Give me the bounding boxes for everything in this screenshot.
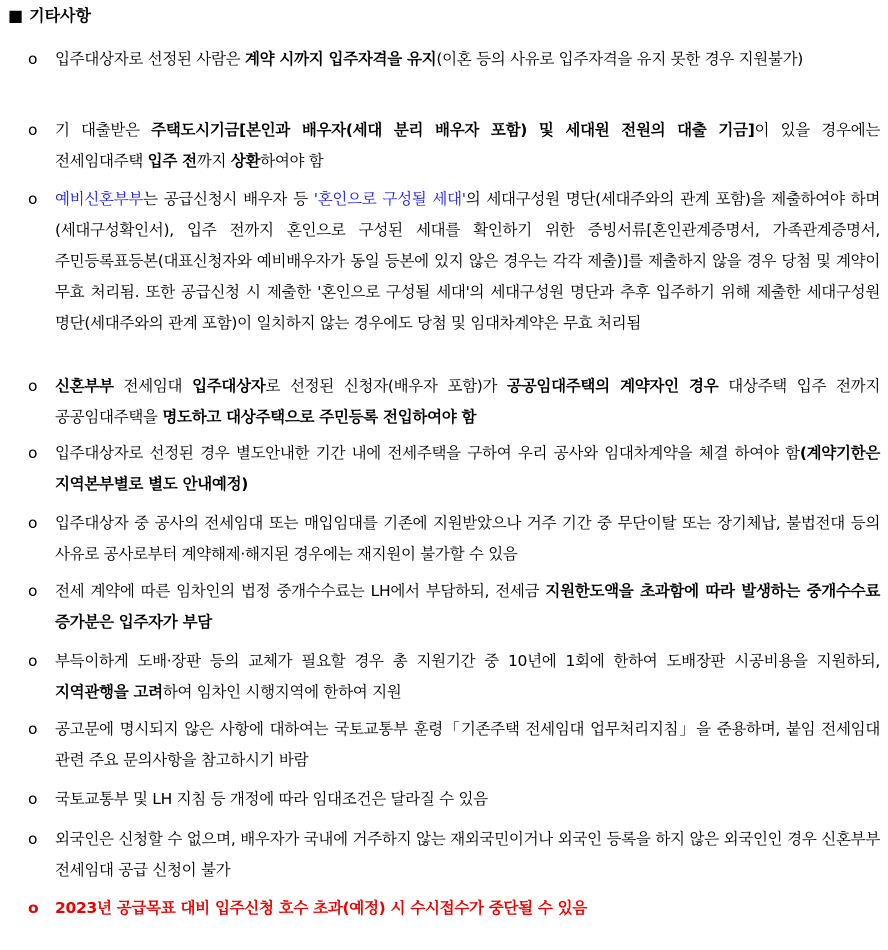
text-segment: 명도하고 대상주택으로 주민등록 전입하여야 함	[162, 408, 477, 426]
notice-item	[28, 438, 880, 500]
text-segment: 외국인은 신청할 수 없으며, 배우자가 국내에 거주하지 않는 재외국민이거나 외국인 등록을 하지 않은 외국인인 경우 신혼부부 전세임대 공급 신청이 불가	[55, 830, 880, 879]
bullet-icon: o	[28, 377, 38, 395]
notice-item-text	[55, 44, 880, 75]
text-segment: 하여야 함	[260, 152, 324, 170]
text-segment: 공공임대주택의 계약자인 경우	[507, 377, 719, 395]
notice-item	[28, 576, 880, 638]
text-segment: 공고문에 명시되지 않은 사항에 대하여는 국토교통부 훈령「기존주택 전세임대 업무처리지침」을 준용하며, 붙임 전세임대 관련 주요 문의사항을 참고하시기 바람	[55, 720, 880, 769]
bullet-icon: o	[28, 790, 38, 808]
text-segment: 전세 계약에 따른 임차인의 법정 중개수수료는 LH에서 부담하되, 전세금	[55, 582, 546, 600]
text-segment: 지역관행을 고려	[55, 683, 163, 701]
text-segment: 신혼부부	[55, 377, 114, 395]
text-segment: 입주 전	[147, 152, 197, 170]
text-segment: (계약기한은 지역본부별로 별도 안내예정)	[55, 444, 880, 493]
section-title	[8, 4, 91, 28]
notice-item-text	[55, 784, 880, 815]
notice-item	[28, 784, 880, 815]
section-title-text: 기타사항	[29, 6, 91, 25]
text-segment: 는 공급신청시 배우자 등	[143, 190, 314, 208]
bullet-icon: o	[28, 444, 38, 462]
notice-item-text	[55, 646, 880, 708]
text-segment: 지원한도액을 초과함에 따라 발생하는 중개수수료 증가분은 입주자가 부담	[55, 582, 880, 631]
bullet-icon: o	[28, 514, 38, 532]
notice-item-text	[55, 115, 880, 177]
notice-item-text	[55, 576, 880, 638]
notice-item	[28, 184, 880, 339]
bullet-icon: o	[28, 190, 38, 208]
text-segment: 주택도시기금[본인과 배우자(세대 분리 배우자 포함) 및 세대원 전원의 대출 기금]	[151, 121, 755, 139]
notice-item	[28, 824, 880, 886]
notice-item-text	[55, 371, 880, 433]
text-segment: 까지	[196, 152, 231, 170]
notice-item	[28, 44, 880, 75]
text-segment: 입주대상자	[192, 377, 266, 395]
notice-item-text	[55, 824, 880, 886]
text-segment: 의 세대구성원 명단(세대주와의 관계 포함)을 제출하여야 하며(세대구성확인서), 입주 전까지 혼인으로 구성된 세대를 확인하기 위한 증빙서류[혼인관계증명서, 가족관계증명서, 주민등록표등본(대표신청자와 예비배우자가 동일 등본에 있지 않은 경우는 각각 제출)]를 제출하지 않을 경우 당첨 및 계약이 무효 처리됨. 또한 공급신청 시 제출한 '혼인으로 구성될 세대'의 세대구성원 명단과 추후 입주하기 위해 제출한 세대구성원 명단(세대주와의 관계 포함)이 일치하지 않는 경우에도 당첨 및 임대차계약은 무효 처리됨	[55, 190, 880, 332]
text-segment: 부득이하게 도배·장판 등의 교체가 필요할 경우 총 지원기간 중 10년에 1회에 한하여 도배장판 시공비용을 지원하되,	[55, 652, 880, 670]
square-bullet-icon: ■	[8, 6, 24, 25]
notice-item-text	[55, 714, 880, 776]
text-segment: 기 대출받은	[55, 121, 152, 139]
text-segment: 국토교통부 및 LH 지침 등 개정에 따라 임대조건은 달라질 수 있음	[55, 790, 488, 808]
notice-item	[28, 371, 880, 433]
text-segment: '혼인으로 구성될 세대'	[313, 190, 466, 208]
notice-item-text	[55, 184, 880, 339]
text-segment: 2023년 공급목표 대비 입주신청 호수 초과(예정) 시 수시접수가 중단될 수 있음	[55, 899, 587, 917]
bullet-icon: o	[28, 50, 38, 68]
notice-item-text	[55, 438, 880, 500]
text-segment: 로 선정된 신청자(배우자 포함)가	[265, 377, 508, 395]
bullet-icon: o	[28, 830, 38, 848]
notice-item	[28, 714, 880, 776]
text-segment: 전세임대	[113, 377, 193, 395]
text-segment: 입주대상자 중 공사의 전세임대 또는 매입임대를 기존에 지원받았으나 거주 기간 중 무단이탈 또는 장기체납, 불법전대 등의 사유로 공사로부터 계약해제·해지된 경우에는 재지원이 불가할 수 있음	[55, 514, 880, 563]
text-segment: 상환	[230, 152, 261, 170]
notice-item	[28, 646, 880, 708]
bullet-icon: o	[28, 121, 38, 139]
notice-item-text	[55, 508, 880, 570]
notice-item	[28, 893, 880, 924]
text-segment: 계약 시까지 입주자격을 유지	[244, 50, 437, 68]
text-segment: 입주대상자로 선정된 사람은	[55, 50, 245, 68]
bullet-icon: o	[28, 720, 38, 738]
notice-item-text	[55, 893, 880, 924]
text-segment: 하여 임차인 시행지역에 한하여 지원	[162, 683, 402, 701]
text-segment: 예비신혼부부	[55, 190, 144, 208]
bullet-icon: o	[28, 652, 38, 670]
bullet-icon: o	[28, 899, 39, 917]
text-segment: 입주대상자로 선정된 경우 별도안내한 기간 내에 전세주택을 구하여 우리 공사와 임대차계약을 체결 하여야 함	[55, 444, 800, 462]
notice-item	[28, 115, 880, 177]
notice-item	[28, 508, 880, 570]
bullet-icon: o	[28, 582, 38, 600]
text-segment: (이혼 등의 사유로 입주자격을 유지 못한 경우 지원불가)	[436, 50, 804, 68]
text-segment: 대상주택 입주 전까지 공공임대주택을	[55, 377, 880, 426]
text-segment: 이 있을 경우에는 전세임대주택	[55, 121, 880, 170]
